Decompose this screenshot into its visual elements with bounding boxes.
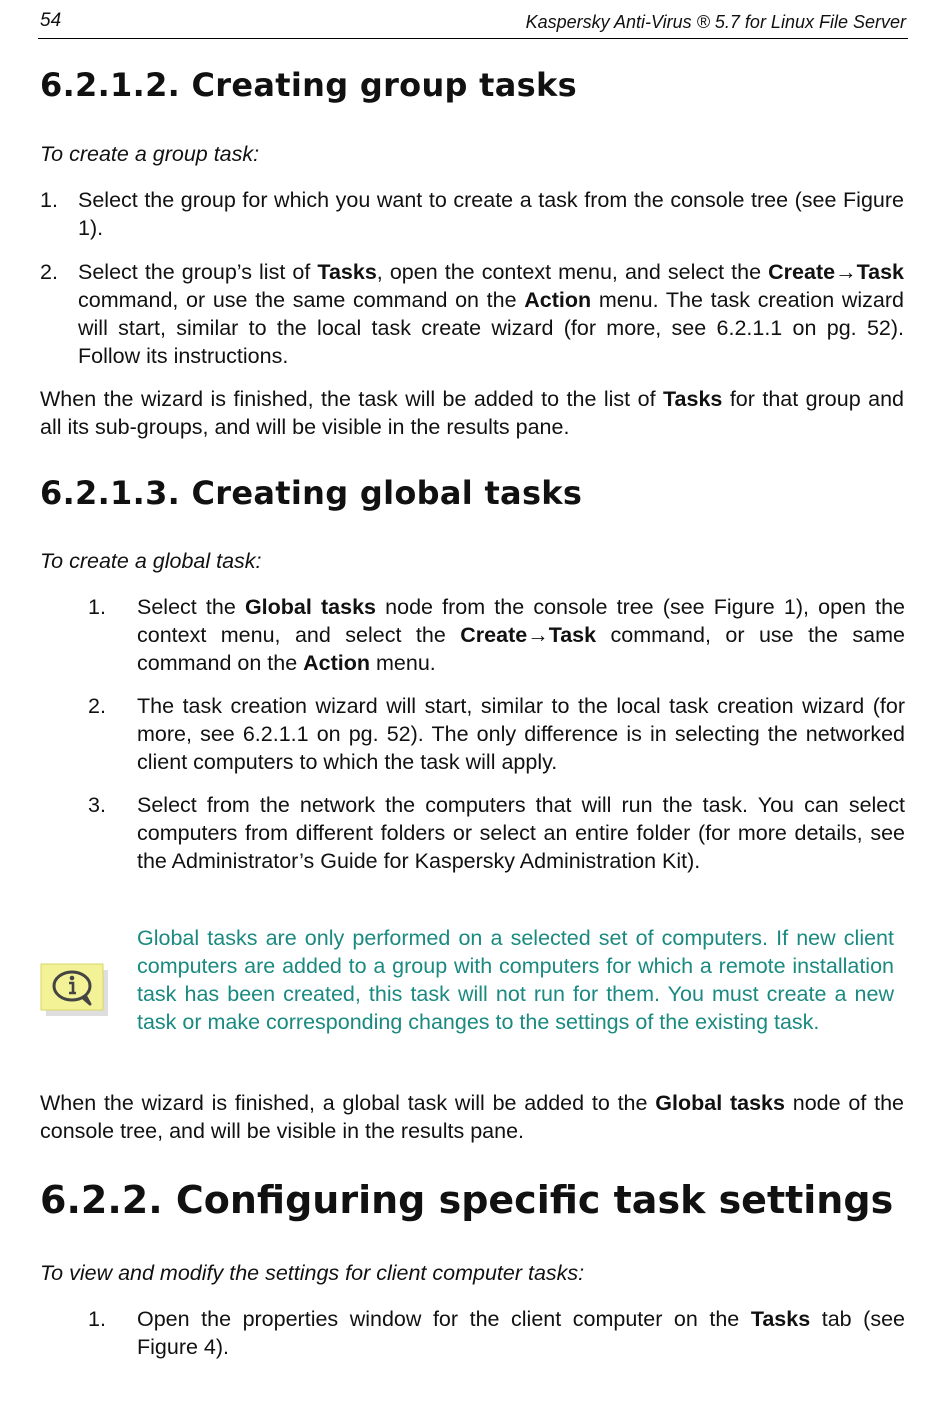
- procedure-intro: To create a group task:: [40, 142, 260, 166]
- procedure-intro: To view and modify the settings for client computer tasks:: [40, 1261, 585, 1285]
- running-title: Kaspersky Anti-Virus ® 5.7 for Linux File Server: [525, 12, 906, 32]
- page-header: [38, 8, 908, 39]
- step-number: 3.: [88, 793, 106, 817]
- ui-term: Global tasks: [244, 595, 376, 619]
- section-heading-group-tasks: 6.2.1.2. Creating group tasks: [40, 66, 577, 104]
- ui-term: Create→Task: [768, 260, 904, 284]
- step-number: 2.: [40, 260, 58, 284]
- ui-term: Action: [303, 651, 371, 675]
- page-number: 54: [40, 10, 62, 31]
- info-note-icon: [38, 958, 110, 1020]
- ui-term: Tasks: [663, 387, 723, 411]
- step-text: Select the group’s list of Tasks, open the context menu, and select the Create→Task command, or use the same command on the Action menu. The task creation wizard will start, similar to the local task create wizard (for more, see 6.2.1.1 on pg. 52). Follow its instructions.: [78, 260, 904, 368]
- step-number: 2.: [88, 694, 106, 718]
- ui-term: Global tasks: [655, 1091, 785, 1115]
- step-number: 1.: [88, 1307, 106, 1331]
- step-text: Select the group for which you want to create a task from the console tree (see Figure 1).: [78, 188, 904, 240]
- ui-term: Tasks: [750, 1307, 811, 1331]
- ui-term: Create→Task: [460, 623, 597, 647]
- note-text: Global tasks are only performed on a selected set of computers. If new client computers are added to a group with computers for which a remote installation task has been created, this task will not run for them. You must create a new task or make corresponding changes to the settings of the existing task.: [137, 926, 894, 1034]
- step-text: Open the properties window for the client computer on the Tasks tab (see Figure 4).: [137, 1307, 905, 1359]
- step-text: Select from the network the computers that will run the task. You can select computers from different folders or select an entire folder (for more details, see the Administrator’s Guide for Kaspersky Administration Kit).: [137, 793, 905, 873]
- body-paragraph: When the wizard is finished, a global task will be added to the Global tasks node of the console tree, and will be visible in the results pane.: [40, 1091, 905, 1143]
- step-text: Select the Global tasks node from the console tree (see Figure 1), open the context menu, and select the Create→Task command, or use the same command on the Action menu.: [137, 595, 905, 675]
- step-text: The task creation wizard will start, similar to the local task creation wizard (for more, see 6.2.1.1 on pg. 52). The only difference is in selecting the networked client computers to which the task will apply.: [137, 694, 905, 774]
- ui-term: Tasks: [317, 260, 377, 284]
- section-heading-global-tasks: 6.2.1.3. Creating global tasks: [40, 474, 583, 512]
- body-paragraph: When the wizard is finished, the task will be added to the list of Tasks for that group and all its sub-groups, and will be visible in the results pane.: [40, 387, 904, 439]
- step-number: 1.: [88, 595, 106, 619]
- section-heading-task-settings: 6.2.2. Configuring specific task settings: [40, 1178, 894, 1222]
- step-number: 1.: [40, 188, 58, 212]
- procedure-intro: To create a global task:: [40, 549, 262, 573]
- ui-term: Action: [524, 288, 592, 312]
